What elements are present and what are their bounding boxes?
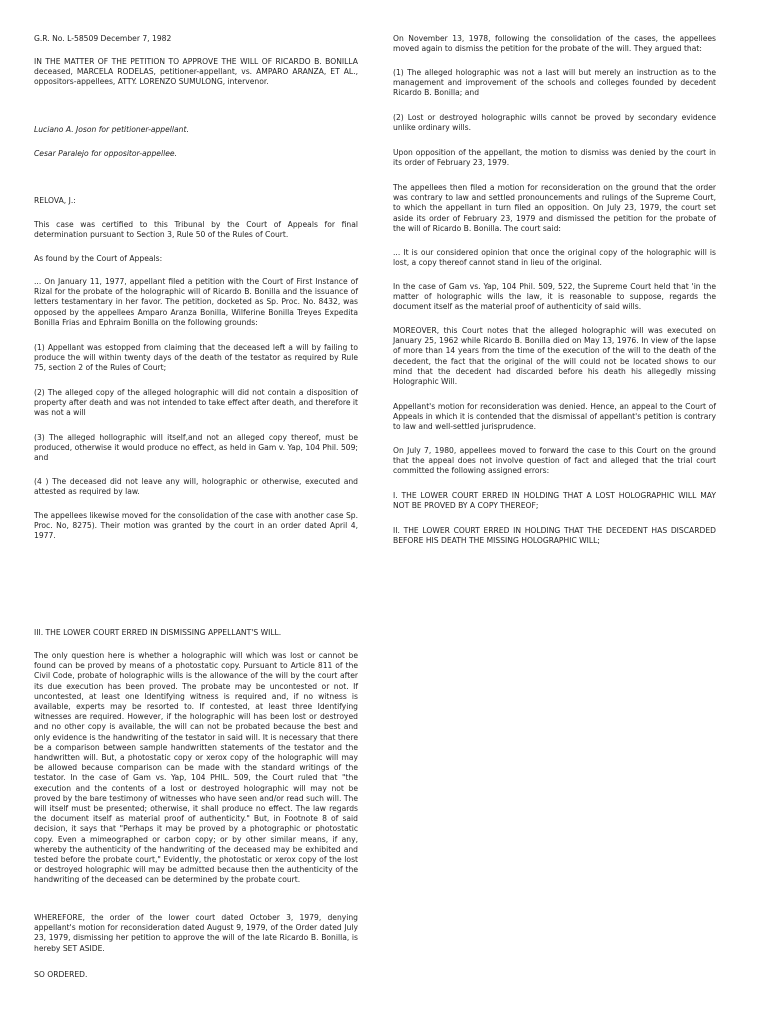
paragraph-consolidation: The appellees likewise moved for the consolidation of the case with another case Sp. Proc. No, 8275). Their motion was granted by the court in an order dated April 4, 1977. bbox=[34, 511, 358, 541]
assigned-error-3: III. THE LOWER COURT ERRED IN DISMISSING APPELLANT'S WILL. bbox=[34, 628, 282, 637]
ponente: RELOVA, J.: bbox=[34, 196, 76, 205]
case-caption: IN THE MATTER OF THE PETITION TO APPROVE THE WILL OF RICARDO B. BONILLA deceased, MARCELA RODELAS, petitioner-appellant, vs. AMPARO ARANZA, ET AL., oppositors-appellees, ATTY. LORENZO SUMULONG, intervenor. bbox=[34, 57, 358, 87]
paragraph-certification: This case was certified to this Tribunal by the Court of Appeals for final determination pursuant to Section 3, Rule 50 of the Rules of Court. bbox=[34, 220, 358, 240]
paragraph-petition-filed: ... On January 11, 1977, appellant filed a petition with the Court of First Instance of Rizal for the probate of the holographic will of Ricardo B. Bonilla and the issuance of letters testamentary in her favor. The petition, docketed as Sp. Proc. No. 8432, was opposed by the appellees Amparo Aranza Bonilla, Wilferine Bonilla Treyes Expedita Bonilla Frias and Ephraim Bonilla on the following grounds: bbox=[34, 277, 358, 327]
paragraph-appeal: Appellant's motion for reconsideration was denied. Hence, an appeal to the Court of Appeals in which it is contended that the dismissal of appellant's petition is contrary to law and well-settled jurisprudence. bbox=[393, 402, 716, 432]
paragraph-moreover: MOREOVER, this Court notes that the alleged holographic will was executed on January 25, 1962 while Ricardo B. Bonilla died on May 13, 1976. In view of the lapse of more than 14 years from the time of the execution of the will to the death of the decedent, the fact that the original of the will could not be located shows to our mind that the decedent had discarded before his death his allegedly missing Holographic Will. bbox=[393, 326, 716, 387]
paragraph-wherefore: WHEREFORE, the order of the lower court dated October 3, 1979, denying appellant's motion for reconsideration dated August 9, 1979, of the Order dated July 23, 1979, dismissing her petition to approve the will of the late Ricardo B. Bonilla, is hereby SET ASIDE. bbox=[34, 913, 358, 953]
paragraph-as-found: As found by the Court of Appeals: bbox=[34, 254, 163, 263]
paragraph-reconsideration: The appellees then filed a motion for reconsideration on the ground that the order was contrary to law and settled pronouncements and rulings of the Supreme Court, to which the appellant in turn filed an opposition. On July 23, 1979, the court set aside its order of February 23, 1979 and dismissed the petition for the probate of the will of Ricardo B. Bonilla. The court said: bbox=[393, 183, 716, 233]
counsel-oppositor: Cesar Paralejo for oppositor-appellee. bbox=[34, 149, 177, 158]
case-number-header: G.R. No. L-58509 December 7, 1982 bbox=[34, 34, 172, 43]
paragraph-discussion: The only question here is whether a holographic will which was lost or cannot be found can be proved by means of a photostatic copy. Pursuant to Article 811 of the Civil Code, probate of holographic wills is the allowance of the will by the court after its due execution has been proved. The probate may be uncontested or not. If uncontested, at least one Identifying witness is required and, if no witness is available, experts may be resorted to. If contested, at least three Identifying witnesses are required. However, if the holographic will has been lost or destroyed and no other copy is available, the will can not be probated because the best and only evidence is the handwriting of the testator in said will. It is necessary that there be a comparison between sample handwritten statements of the testator and the handwritten will. But, a photostatic copy or xerox copy of the holographic will may be allowed because comparison can be made with the standard writings of the testator. In the case of Gam vs. Yap, 104 PHIL. 509, the Court ruled that "the execution and the contents of a lost or destroyed holographic will may not be proved by the bare testimony of witnesses who have seen and/or read such will. The will itself must be presented; otherwise, it shall produce no effect. The law regards the document itself as material proof of authenticity." But, in Footnote 8 of said decision, it says that "Perhaps it may be proved by a photographic or photostatic copy. Even a mimeographed or carbon copy; or by other similar means, if any, whereby the authenticity of the handwriting of the deceased may be exhibited and tested before the probate court," Evidently, the photostatic or xerox copy of the lost or destroyed holographic will may be admitted because then the authenticity of the handwriting of the deceased can be determined by the probate court. bbox=[34, 651, 358, 885]
ground-3: (3) The alleged hollographic will itself,and not an alleged copy thereof, must be produced, otherwise it would produce no effect, as held in Gam v. Yap, 104 Phil. 509; and bbox=[34, 433, 358, 463]
ground-4: (4 ) The deceased did not leave any will, holographic or otherwise, executed and attested as required by law. bbox=[34, 477, 358, 497]
argument-2: (2) Lost or destroyed holographic wills cannot be proved by secondary evidence unlike ordinary wills. bbox=[393, 113, 716, 133]
paragraph-court-opinion: ... It is our considered opinion that once the original copy of the holographic will is lost, a copy thereof cannot stand in lieu of the original. bbox=[393, 248, 716, 268]
paragraph-denied: Upon opposition of the appellant, the motion to dismiss was denied by the court in its order of February 23, 1979. bbox=[393, 148, 716, 168]
argument-1: (1) The alleged holographic was not a last will but merely an instruction as to the management and improvement of the schools and colleges founded by decedent Ricardo B. Bonilla; and bbox=[393, 68, 716, 98]
paragraph-motion-dismiss: On November 13, 1978, following the consolidation of the cases, the appellees moved again to dismiss the petition for the probate of the will. They argued that: bbox=[393, 34, 716, 54]
counsel-petitioner: Luciano A. Joson for petitioner-appellant. bbox=[34, 125, 189, 134]
assigned-error-1: I. THE LOWER COURT ERRED IN HOLDING THAT A LOST HOLOGRAPHIC WILL MAY NOT BE PROVED BY A COPY THEREOF; bbox=[393, 491, 716, 511]
assigned-error-2: II. THE LOWER COURT ERRED IN HOLDING THAT THE DECEDENT HAS DISCARDED BEFORE HIS DEATH THE MISSING HOLOGRAPHIC WILL; bbox=[393, 526, 716, 546]
so-ordered: SO ORDERED. bbox=[34, 970, 88, 979]
paragraph-gam-yap: In the case of Gam vs. Yap, 104 Phil. 509, 522, the Supreme Court held that 'in the matter of holographic wills the law, it is reasonable to suppose, regards the document itself as the material proof of authenticity of said wills. bbox=[393, 282, 716, 312]
ground-1: (1) Appellant was estopped from claiming that the deceased left a will by failing to produce the will within twenty days of the death of the testator as required by Rule 75, section 2 of the Rules of Court; bbox=[34, 343, 358, 373]
paragraph-forward: On July 7, 1980, appellees moved to forward the case to this Court on the ground that the appeal does not involve question of fact and alleged that the trial court committed the following assigned errors: bbox=[393, 446, 716, 476]
ground-2: (2) The alleged copy of the alleged holographic will did not contain a disposition of property after death and was not intended to take effect after death, and therefore it was not a will bbox=[34, 388, 358, 418]
